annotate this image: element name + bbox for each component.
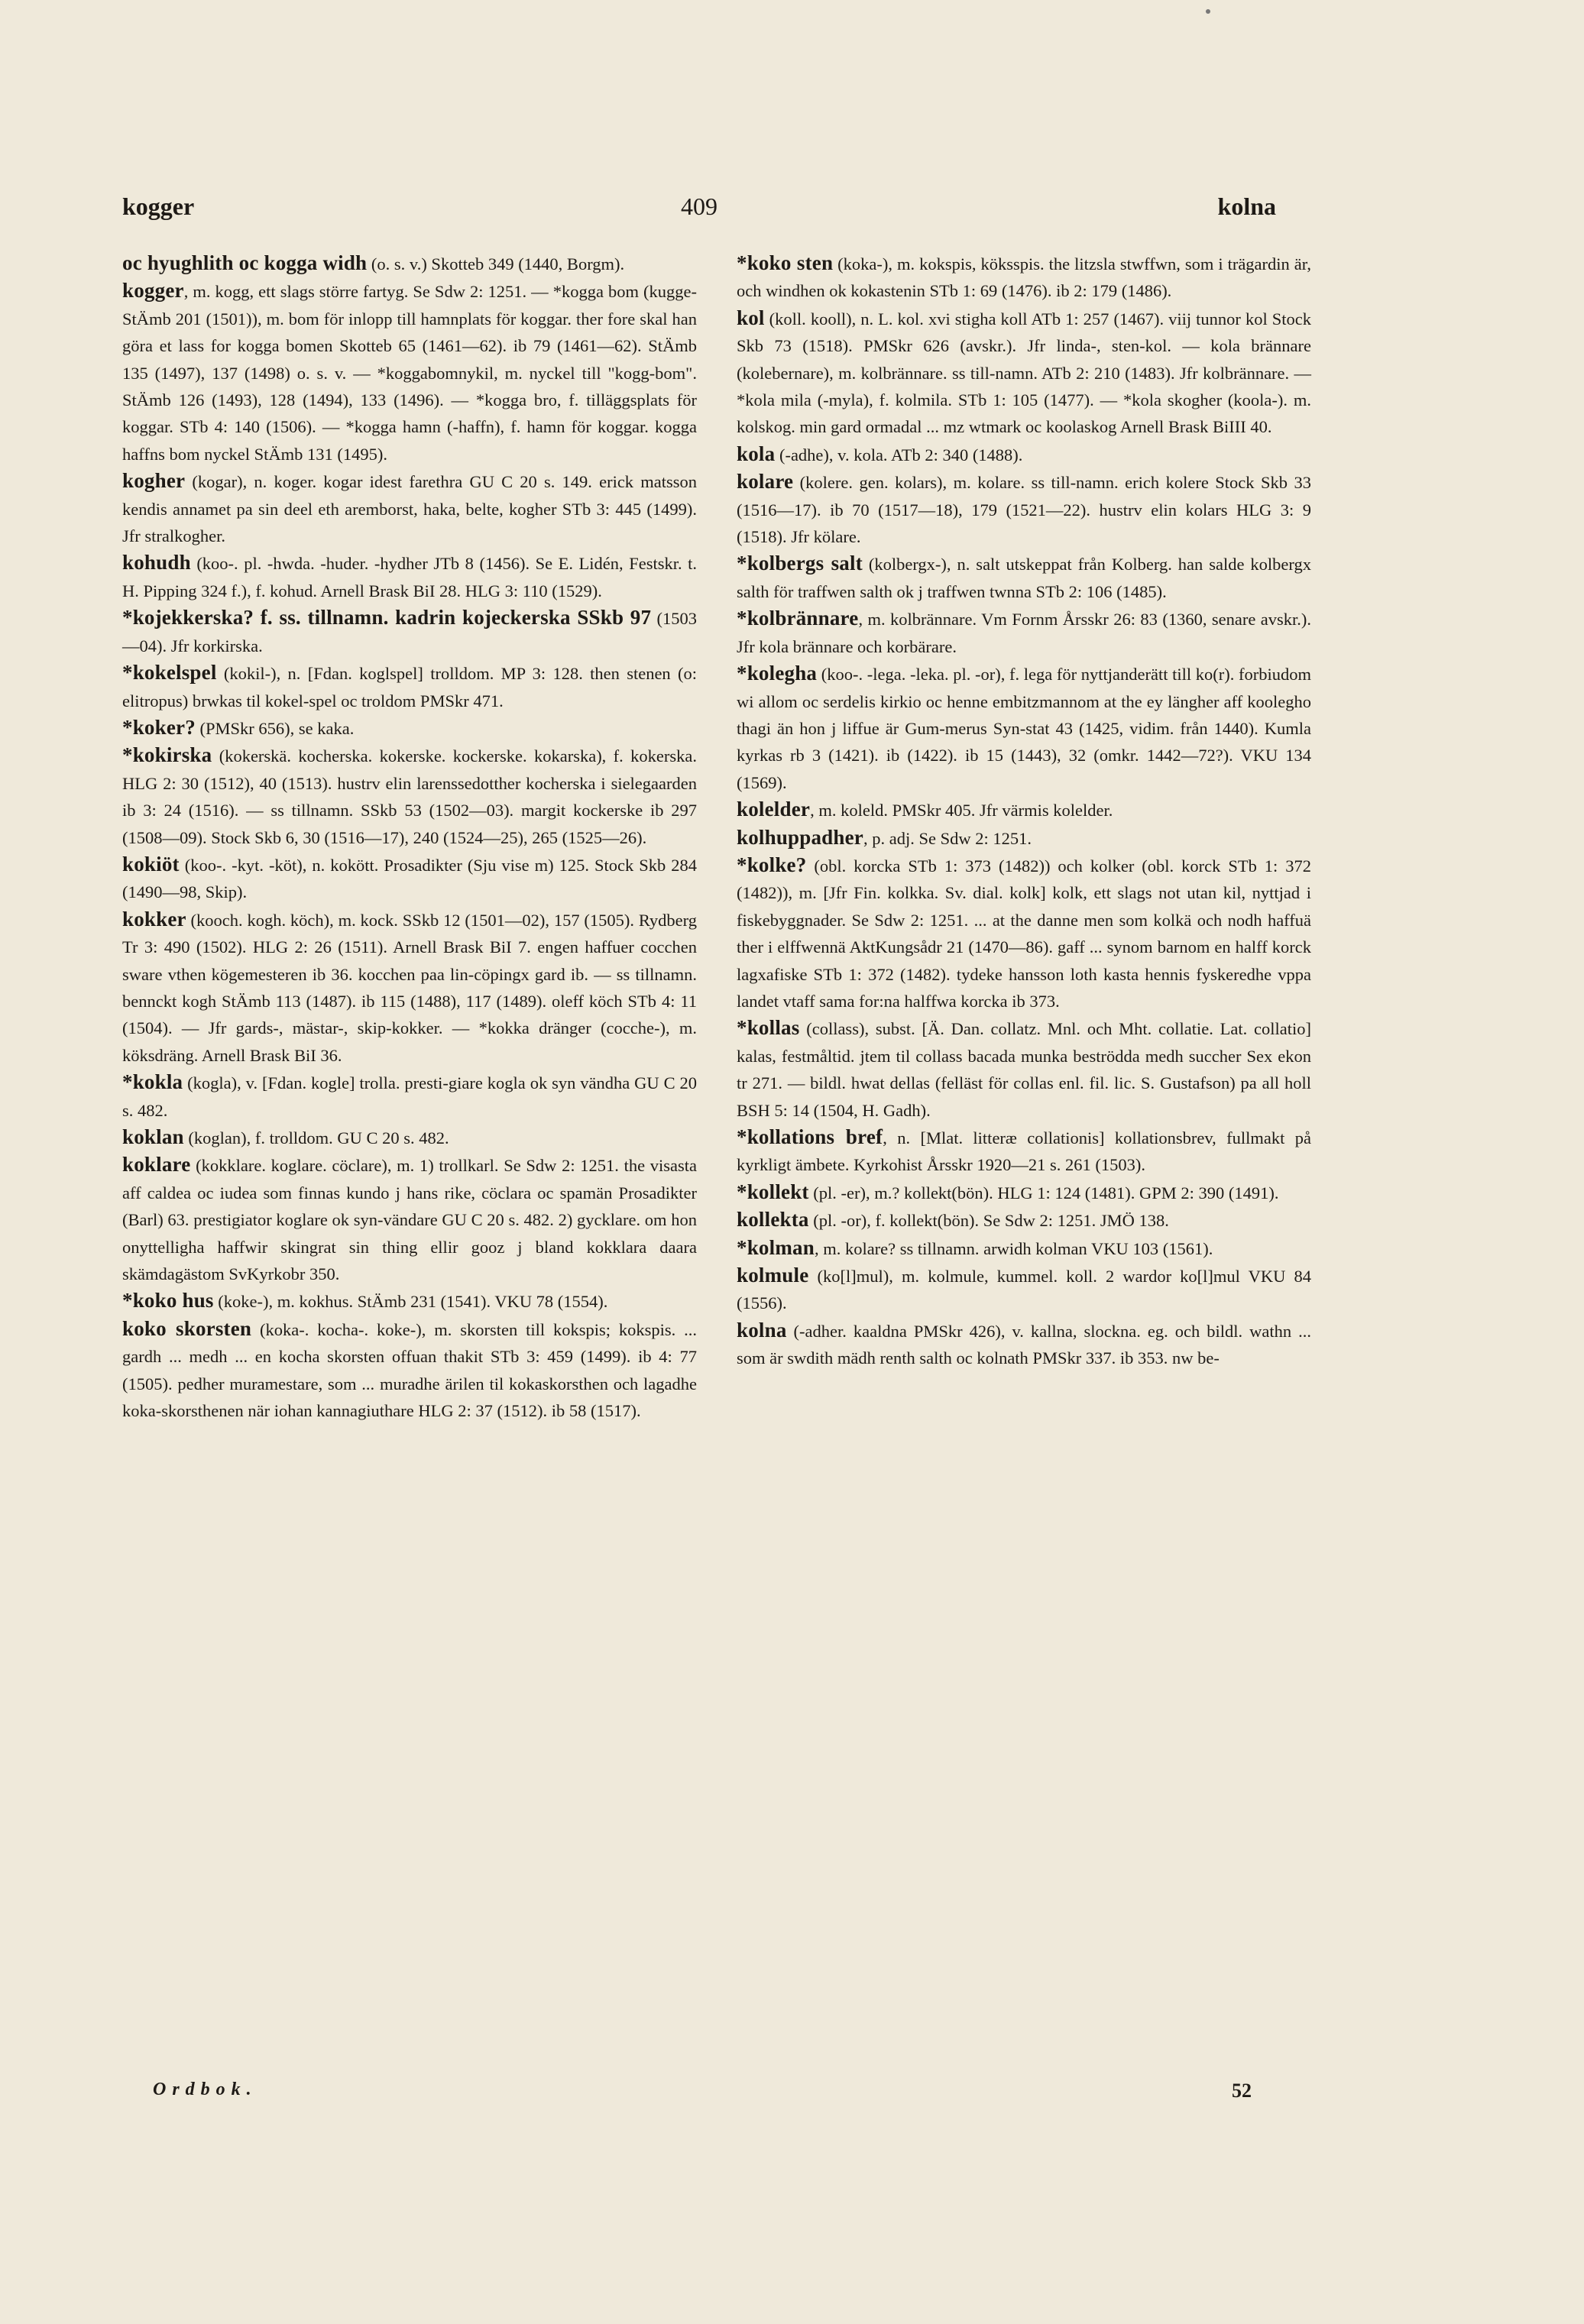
headword: *kokelspel — [122, 661, 217, 685]
entry: kol (koll. kooll), n. L. kol. xvi stigha koll ATb 1: 257 (1467). viij tunnor kol Stock Skb 73 (1518). PMSkr 626 (avskr.). Jfr linda-, sten-kol. — kola brännare (kolebernare), m. kolbrännare. ss till-namn. ATb 2: 210 (1483). Jfr kolbrännare. — *kola mila (-myla), f. kolmila. STb 1: 105 (1477). — *kola skogher (koola-). m. kolskog. min gard ormadal ... mz wtmark oc koolaskog Arnell Brask BiIII 40. — [737, 306, 1311, 437]
entry: kola (-adhe), v. kola. ATb 2: 340 (1488). — [737, 442, 1023, 465]
headword: *kolke? — [737, 853, 807, 876]
headword: *koko hus — [122, 1289, 214, 1313]
entry: *kollekt (pl. -er), m.? kollekt(bön). HLG 1: 124 (1481). GPM 2: 390 (1491). — [737, 1180, 1279, 1203]
guide-word-right: kolna — [1217, 193, 1276, 220]
entry: kolare (kolere. gen. kolars), m. kolare. ss till-namn. erich kolere Stock Skb 33 (1516—17). ib 70 (1517—18), 179 (1521—22). hustrv elin kolars HLG 3: 9 (1518). Jfr kölare. — [737, 470, 1311, 547]
entry: *kolbrännare, m. kolbrännare. Vm Fornm Årsskr 26: 83 (1360, senare avskr.). Jfr kola brännare och korbärare. — [737, 607, 1311, 656]
headword: kogger — [122, 279, 184, 303]
entry: *koko hus (koke-), m. kokhus. StÄmb 231 (1541). VKU 78 (1554). — [122, 1289, 608, 1313]
entry: kokiöt (koo-. -kyt. -köt), n. kokött. Prosadikter (Sju vise m) 125. Stock Skb 284 (1490—98, Skip). — [122, 852, 697, 902]
entry: *kojekkerska? f. ss. tillnamn. kadrin kojeckerska SSkb 97 (1503—04). Jfr korkirska. — [122, 606, 697, 655]
headword: koklare — [122, 1153, 191, 1177]
entry: kolelder, m. koleld. PMSkr 405. Jfr värmis kolelder. — [737, 798, 1113, 821]
headword: kolhuppadher — [737, 825, 863, 849]
entry: kollekta (pl. -or), f. kollekt(bön). Se Sdw 2: 1251. JMÖ 138. — [737, 1208, 1169, 1232]
headword: *koker? — [122, 715, 196, 739]
headword: kol — [737, 306, 765, 329]
headword: *kolegha — [737, 662, 818, 685]
entry: *kolman, m. kolare? ss tillnamn. arwidh kolman VKU 103 (1561). — [737, 1235, 1213, 1259]
headword: kolare — [737, 470, 794, 494]
entry: *koko sten (koka-), m. kokspis, köksspis. the litzsla stwffwn, som i trägardin är, och windhen ok kokastenin STb 1: 69 (1476). ib 2: 179 (1486). — [737, 251, 1311, 301]
headword: koko skorsten — [122, 1316, 252, 1340]
headword: kollekta — [737, 1208, 809, 1232]
headword: *koko sten — [737, 251, 834, 274]
headword: *kollekt — [737, 1180, 809, 1203]
entry: kogher (kogar), n. koger. kogar idest farethra GU C 20 s. 149. erick matsson kendis annamet pa sin deel eth aremborst, haka, belte, kogher STb 3: 445 (1499). Jfr stralkogher. — [122, 469, 697, 546]
headword: *kolbergs salt — [737, 552, 863, 575]
headword: *kokla — [122, 1070, 183, 1094]
entry: *kokelspel (kokil-), n. [Fdan. koglspel] trolldom. MP 3: 128. then stenen (o: elitropus) brwkas til kokel-spel oc troldom PMSkr 471. — [122, 661, 697, 710]
entry: *kokirska (kokerskä. kocherska. kokerske. kockerske. kokarska), f. kokerska. HLG 2: 30 (1512), 40 (1513). hustrv elin larenssedotther kocherska i sielegaarden ib 3: 24 (1516). — ss tillnamn. SSkb 53 (1502—03). margit kockerske ib 297 (1508—09). Stock Skb 6, 30 (1516—17), 240 (1524—25), 265 (1525—26). — [122, 743, 697, 847]
entry: *kokla (kogla), v. [Fdan. kogle] trolla. presti-giare kogla ok syn vändha GU C 20 s. 482. — [122, 1070, 697, 1120]
entry: koklare (kokklare. koglare. cöclare), m. 1) trollkarl. Se Sdw 2: 1251. the visasta aff caldea oc iudea som finnas kundo j hans rike, cöclara oc spamän Prosadikter (Barl) 63. prestigiator koglare ok syn-vändare GU C 20 s. 482. 2) gycklare. om hon onyttelligha haffwir skingrat sin thing ellir gooz j bland kokklara daara skämdagästom SvKyrkobr 350. — [122, 1153, 697, 1284]
entry: *kolegha (koo-. -lega. -leka. pl. -or), f. lega för nyttjanderätt till ko(r). forbiudom wi allom oc serdelis kirkio oc henne embitzmannom at the ey längher aff koolegho thagi än hon j liffue är Gum-merus Syn-stat 43 (1425, vidim. från 1440). Kumla kyrkas rb 3 (1421). ib (1422). ib 15 (1443), 32 (omkr. 1442—72?). VKU 134 (1569). — [737, 662, 1311, 792]
headword: *kollas — [737, 1016, 800, 1040]
entry: *koker? (PMSkr 656), se kaka. — [122, 715, 355, 739]
print-speck — [1206, 9, 1210, 14]
headword: *kokirska — [122, 743, 212, 767]
headword: kolna — [737, 1318, 787, 1342]
entry: koklan (koglan), f. trolldom. GU C 20 s. 482. — [122, 1125, 449, 1148]
entry: *kolbergs salt (kolbergx-), n. salt utskeppat från Kolberg. han salde kolbergx salth för traffwen salth ok j traffwen twnna STb 2: 106 (1485). — [737, 552, 1311, 601]
page-number: 409 — [681, 193, 717, 220]
headword: *kolman — [737, 1235, 815, 1259]
left-column — [122, 250, 697, 1424]
headword: kolmule — [737, 1264, 809, 1287]
signature-mark: Ordbok. — [153, 2080, 258, 2099]
entry: kokker (kooch. kogh. köch), m. kock. SSkb 12 (1501—02), 157 (1505). Rydberg Tr 3: 490 (1502). HLG 2: 26 (1511). Arnell Brask BiI 7. engen haffuer cocchen sware vthen kögemesteren ib 36. kocchen paa lin-cöpingx gard ib. — ss tillnamn. bennckt kogh StÄmb 113 (1487). ib 115 (1488), 117 (1489). oleff köch STb 4: 11 (1504). — Jfr gards-, mästar-, skip-kokker. — *kokka dränger (cocche-), m. köksdräng. Arnell Brask BiI 36. — [122, 907, 697, 1065]
entry: *kollations bref, n. [Mlat. litteræ collationis] kollationsbrev, fullmakt på kyrkligt ämbete. Kyrkohist Årsskr 1920—21 s. 261 (1503). — [737, 1125, 1311, 1175]
entry: kolmule (ko[l]mul), m. kolmule, kummel. koll. 2 wardor ko[l]mul VKU 84 (1556). — [737, 1264, 1311, 1313]
entry: kolhuppadher, p. adj. Se Sdw 2: 1251. — [737, 825, 1032, 849]
right-column — [737, 250, 1311, 1372]
entry: *kollas (collass), subst. [Ä. Dan. collatz. Mnl. och Mht. collatie. Lat. collatio] kalas, festmåltid. jtem til collass bacada munka beströdda medh succher Sex ekon tr 271. — bildl. hwat dellas (felläst för collas enl. fil. lic. S. Gustafson) pa all holl BSH 5: 14 (1504, H. Gadh). — [737, 1016, 1311, 1120]
headword: kola — [737, 442, 776, 465]
headword: *kojekkerska? f. ss. tillnamn. kadrin kojeckerska SSkb 97 — [122, 606, 652, 630]
headword: *kolbrännare — [737, 607, 859, 630]
entry: *kolke? (obl. korcka STb 1: 373 (1482)) och kolker (obl. korck STb 1: 372 (1482)), m. [Jfr Fin. kolkka. Sv. dial. kolk] kolk, ett slags not utan kil, nyttjad i fiskebyggnader. Se Sdw 2: 1251. ... at the danne men som kolkä och nodh haffuä ther i elffwennä AktKungsådr 21 (1470—86). gaff ... synom barnom en halff korck lagxafiske STb 1: 372 (1482). tydeke hansson loth kasta hennis fyskeredhe vppa landet vtaff sama for:na halffwa korcka ib 373. — [737, 853, 1311, 1011]
entry: koko skorsten (koka-. kocha-. koke-), m. skorsten till kokspis; kokspis. ... gardh ... medh ... en kocha skorsten offuan thakit STb 3: 459 (1499). ib 4: 77 (1505). pedher muramestare, som ... muradhe ärilen til kokaskorsthen och lagadhe koka-skorsthenen när iohan kannagiuthare HLG 2: 37 (1512). ib 58 (1517). — [122, 1316, 698, 1421]
running-head — [122, 193, 1276, 223]
entry: kolna (-adher. kaaldna PMSkr 426), v. kallna, slockna. eg. och bildl. wathn ... som är swdith mädh renth salth oc kolnath PMSkr 337. ib 353. nw be- — [737, 1318, 1311, 1368]
headword: *kollations bref — [737, 1125, 883, 1148]
headword: kolelder — [737, 798, 811, 821]
sheet-number: 52 — [1232, 2080, 1252, 2102]
entry: oc hyughlith oc kogga widh (o. s. v.) Skotteb 349 (1440, Borgm). — [122, 251, 625, 274]
headword: koklan — [122, 1125, 184, 1148]
entry: kohudh (koo-. pl. -hwda. -huder. -hydher JTb 8 (1456). Se E. Lidén, Festskr. t. H. Pipping 324 f.), f. kohud. Arnell Brask BiI 28. HLG 3: 110 (1529). — [122, 551, 697, 600]
headword: oc hyughlith oc kogga widh — [122, 251, 368, 274]
guide-word-left: kogger — [122, 193, 195, 220]
headword: kokker — [122, 907, 186, 931]
headword: kogher — [122, 469, 186, 493]
headword: kokiöt — [122, 852, 180, 876]
entry: kogger, m. kogg, ett slags större fartyg. Se Sdw 2: 1251. — *kogga bom (kugge- StÄmb 201 (1501)), m. bom för inlopp till hamnplats för koggar. ther fore skal han göra et lass for kogga bomen Skotteb 65 (1461—62). ib 79 (1461—62). StÄmb 135 (1497), 137 (1498) o. s. v. — *koggabomnykil, m. nyckel till "kogg-bom". StÄmb 126 (1493), 128 (1494), 133 (1496). — *kogga bro, f. tilläggsplats för koggar. STb 4: 140 (1506). — *kogga hamn (-haffn), f. hamn för koggar. kogga haffns bom nyckel StÄmb 131 (1495). — [122, 279, 697, 464]
headword: kohudh — [122, 551, 191, 575]
